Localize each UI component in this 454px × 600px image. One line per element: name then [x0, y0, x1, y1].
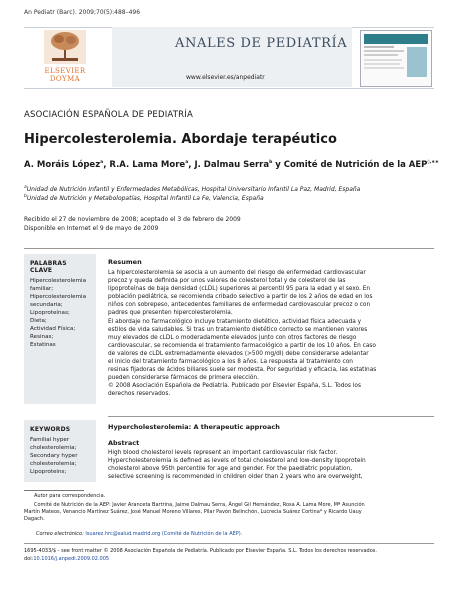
affiliation-text: Unidad de Nutrición y Metabolopatías, Hospital Infantil La Fe, Valencia, España	[26, 195, 264, 202]
divider	[24, 248, 434, 249]
abstract-section	[108, 423, 434, 481]
resumen-line: La hipercolesterolemia se asocia a un aumento del riesgo de enfermedad cardiovascular	[108, 270, 366, 276]
doi-label: doi:	[24, 556, 34, 562]
abstract-heading: Abstract	[108, 439, 140, 447]
keyword: Dieta;	[30, 318, 47, 324]
keywords-es-heading: PALABRAS CLAVE	[30, 260, 67, 274]
abstract-line: Hypercholesterolemia is defined as levels of total cholesterol and low-density lipoprotein	[108, 458, 366, 465]
author-affil-mark: b	[269, 160, 273, 166]
resumen-line: estilos de vida saludables. Si tras un tratamiento dietético correcto se mantienen valores	[108, 326, 368, 333]
resumen-line: derechos reservados.	[108, 391, 171, 398]
keyword: Lipoproteínas;	[30, 310, 70, 316]
divider	[24, 543, 434, 544]
article-title: Hipercolesterolemia. Abordaje terapéutico	[24, 132, 337, 147]
received-date: Recibido el 27 de noviembre de 2008; aceptado el 3 de febrero de 2009	[24, 216, 241, 223]
author-affil-mark: ◊,∗∗	[427, 160, 439, 166]
author-line	[24, 160, 439, 170]
footnote-divider	[24, 490, 84, 491]
issn-line: 1695-4033/$ - see front matter © 2008 Asociación Española de Pediatría. Publicado por Elsevier España. S.L. Todos los derechos reservados.	[24, 548, 377, 554]
author-name[interactable]: , J. Dalmau Serra	[188, 160, 270, 170]
journal-url[interactable]: www.elsevier.es/anpediatr	[186, 74, 265, 81]
footnote-corresponding	[24, 493, 434, 500]
abstract-line: High blood cholesterol levels represent an important cardiovascular risk factor.	[108, 450, 338, 456]
resumen-line: © 2008 Asociación Española de Pediatría. Publicado por Elsevier España, S.L. Todos los	[108, 383, 361, 390]
keywords-en-box	[24, 420, 96, 482]
divider	[108, 416, 434, 417]
author-name[interactable]: y Comité de Nutrición de la AEP	[272, 160, 428, 170]
resumen-line: precoz y queda definida por unos valores de colesterol total y de colesterol de las	[108, 278, 346, 285]
keyword: Hipercolesterolemia	[30, 278, 86, 284]
affiliation	[24, 186, 360, 193]
author-name[interactable]: , R.A. Lama More	[103, 160, 186, 170]
affiliation	[24, 195, 264, 202]
resumen-line: lipoproteínas de baja densidad (cLDL) superiores al percentil 95 para la edad y el sexo. En	[108, 286, 371, 293]
doi-line	[24, 556, 109, 563]
affiliation-mark: a	[24, 185, 27, 190]
resumen-line: niños con sobrepeso, antecedentes familiares de enfermedad cardiovascular precoz o con	[108, 302, 371, 309]
elsevier-logo	[24, 30, 106, 86]
keyword: Lipoproteins;	[30, 469, 67, 475]
email-label: Correo electrónico:	[36, 531, 84, 537]
corresponding-text: Autor para correspondencia.	[34, 493, 106, 499]
logo-line-elsevier: ELSEVIER	[44, 67, 86, 75]
abstract-line: cholesterol above 95th percentile for age and gender. For the paediatric population,	[108, 466, 353, 473]
resumen-line: pueden considerarse fármacos de primera elección.	[108, 375, 259, 382]
resumen-line: El abordaje no farmacológico incluye tratamiento dietético, actividad física adecuada y	[108, 318, 362, 325]
keyword: Familial hyper	[30, 437, 70, 443]
author-affil-mark: a	[185, 160, 189, 166]
footnote-committee	[24, 502, 434, 523]
keyword: Estatinas	[30, 342, 56, 348]
keyword: Actividad Física;	[30, 326, 76, 332]
keyword: Resinas;	[30, 334, 54, 340]
committee-line: Comité de Nutrición de la AEP: Javier Aranceta Bartrina, Jaime Dalmau Serra, Ángel Gil Hernández, Rosa A. Lama More, Mª Asunción	[34, 502, 365, 508]
online-date: Disponible en Internet el 9 de mayo de 2009	[24, 225, 159, 232]
abstract-body	[108, 449, 434, 481]
committee-line: Dagach.	[24, 516, 45, 522]
english-title: Hypercholesterolemia: A therapeutic approach	[108, 423, 280, 431]
affiliation-text: Unidad de Nutrición Infantil y Enfermedades Metabólicas, Hospital Universitario Infantil La Paz, Madrid, España	[26, 186, 361, 193]
author-name[interactable]: A. Moráis López	[24, 160, 101, 170]
keyword: cholesterolemia;	[30, 461, 77, 467]
committee-line: Martín Mateos, Venancio Martínez Suárez, José Manuel Moreno Villares, Pilar Pavón Belinchón, Lucrecia Suárez Cortina* y Ricardo Uauy	[24, 509, 362, 515]
affiliation-mark: b	[24, 194, 27, 199]
keywords-en-heading: KEYWORDS	[30, 426, 71, 433]
keyword: Secondary hyper	[30, 453, 78, 459]
keywords-es-box	[24, 254, 96, 404]
resumen-line: padres que presenten hipercolesterolemia.	[108, 310, 233, 317]
doi-link[interactable]: 10.1016/j.anpedi.2009.02.005	[33, 556, 110, 562]
journal-cover-thumbnail	[360, 30, 432, 87]
resumen-line: muy elevados de cLDL o moderadamente elevados junto con otros factores de riesgo	[108, 334, 357, 341]
resumen-heading: Resumen	[108, 258, 142, 266]
resumen-section	[108, 258, 434, 399]
resumen-line: cardiovascular, se recomienda el tratamiento farmacológico a partir de los 10 años. En caso	[108, 342, 376, 349]
email-link[interactable]: lsuarez.hrc@salud.madrid.org (Comité de Nutrición de la AEP).	[85, 531, 243, 537]
elsevier-doyma-wordmark	[24, 67, 106, 83]
resumen-line: el inicio del tratamiento farmacológico a los 8 años. La respuesta al tratamiento con	[108, 359, 353, 366]
resumen-line: resinas fijadoras de ácidos biliares suele ser modesta. Por seguridad y eficacia, las estatinas	[108, 367, 377, 374]
keyword: Hipercolesterolemia	[30, 294, 86, 300]
keyword: cholesterolemia;	[30, 445, 77, 451]
keyword: secundaria;	[30, 302, 63, 308]
abstract-line: selective screening is recommended in children older than 2 years who are overweight,	[108, 474, 363, 481]
resumen-line: población pediátrica, se recomienda cribado selectivo a partir de los 2 años de edad en los	[108, 294, 373, 301]
resumen-line: de valores de cLDL extremadamente elevados (>500 mg/dl) debe considerarse adelantar	[108, 350, 369, 357]
journal-title: ANALES DE PEDIATRÍA	[175, 36, 348, 51]
journal-citation: An Pediatr (Barc). 2009;70(5):488–496	[24, 9, 141, 16]
keyword: familiar;	[30, 286, 54, 292]
section-heading: ASOCIACIÓN ESPAÑOLA DE PEDIATRÍA	[24, 110, 193, 120]
author-affil-mark: a	[100, 160, 104, 166]
logo-line-doyma: DOYMA	[49, 75, 81, 83]
resumen-body	[108, 269, 434, 399]
elsevier-tree-icon	[44, 30, 86, 64]
footnote-email	[36, 531, 242, 537]
